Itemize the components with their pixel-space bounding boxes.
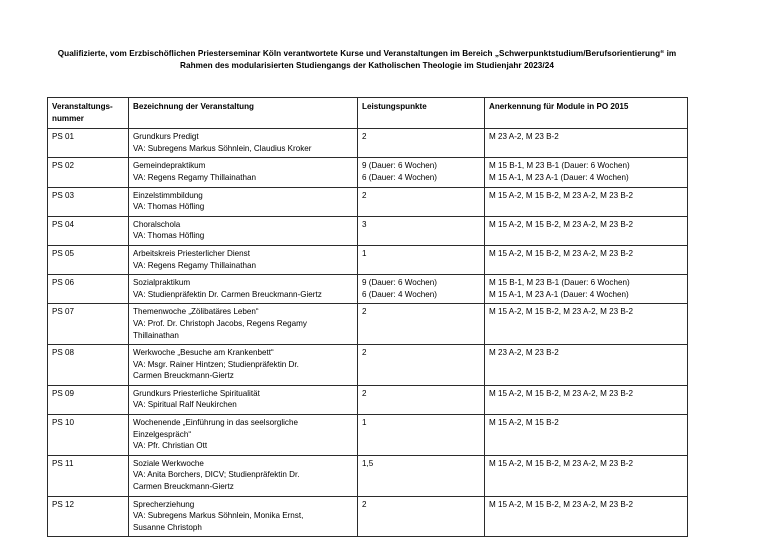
cell-anerkennung (485, 216, 688, 245)
veranstaltung-lecturer-line-2: Thillainathan (133, 330, 179, 340)
column-header-bezeichnung: Bezeichnung der Veranstaltung (129, 98, 358, 129)
table-header (48, 98, 688, 129)
column-header-veranstaltungsnummer-line-1: Veranstaltungs- (52, 102, 113, 111)
leistungspunkte-value-1: 3 (362, 219, 367, 229)
anerkennung-value-1: M 15 A-2, M 15 B-2 (489, 418, 559, 428)
veranstaltungsnummer-value: PS 11 (52, 458, 74, 468)
veranstaltung-lecturer-line-1: VA: Spiritual Ralf Neukirchen (133, 400, 237, 410)
cell-leistungspunkte (358, 187, 485, 216)
veranstaltung-lecturer-line-1: VA: Regens Regamy Thillainathan (133, 260, 256, 270)
document-title-line-1: Qualifizierte, vom Erzbischöflichen Priesterseminar Köln verantwortete Kurse und Veranstaltungen im Bereich „Schwerpunktstudium/Berufsorientierung“ im (57, 49, 677, 58)
cell-leistungspunkte (358, 496, 485, 537)
veranstaltung-title: Grundkurs Priesterliche Spiritualität (133, 388, 260, 398)
table-row (48, 415, 688, 456)
cell-bezeichnung (129, 455, 358, 496)
cell-bezeichnung (129, 129, 358, 158)
veranstaltungsnummer-value: PS 09 (52, 388, 75, 398)
cell-anerkennung (485, 385, 688, 414)
table-row (48, 455, 688, 496)
leistungspunkte-value-1: 2 (362, 190, 367, 200)
cell-bezeichnung (129, 345, 358, 386)
veranstaltung-title: Choralschola (133, 219, 181, 229)
veranstaltung-title: Arbeitskreis Priesterlicher Dienst (133, 248, 250, 258)
table-row (48, 496, 688, 537)
table-row (48, 129, 688, 158)
anerkennung-value-1: M 15 A-2, M 15 B-2, M 23 A-2, M 23 B-2 (489, 499, 633, 509)
veranstaltung-title: Soziale Werkwoche (133, 458, 204, 468)
cell-veranstaltungsnummer (48, 216, 129, 245)
cell-anerkennung (485, 245, 688, 274)
anerkennung-value-1: M 23 A-2, M 23 B-2 (489, 132, 559, 142)
anerkennung-value-1: M 15 A-2, M 15 B-2, M 23 A-2, M 23 B-2 (489, 248, 633, 258)
veranstaltung-lecturer-line-1: VA: Thomas Höfling (133, 231, 205, 241)
leistungspunkte-value-2: 6 (Dauer: 4 Wochen) (362, 289, 437, 299)
anerkennung-value-2: M 15 A-1, M 23 A-1 (Dauer: 4 Wochen) (489, 289, 629, 299)
cell-veranstaltungsnummer (48, 187, 129, 216)
anerkennung-value-1: M 15 A-2, M 15 B-2, M 23 A-2, M 23 B-2 (489, 219, 633, 229)
cell-bezeichnung (129, 496, 358, 537)
veranstaltungsnummer-value: PS 03 (52, 190, 75, 200)
cell-leistungspunkte (358, 158, 485, 187)
cell-veranstaltungsnummer (48, 496, 129, 537)
cell-leistungspunkte (358, 245, 485, 274)
veranstaltungsnummer-value: PS 01 (52, 132, 75, 142)
veranstaltung-lecturer-line-1: VA: Pfr. Christian Ott (133, 441, 208, 451)
cell-leistungspunkte (358, 129, 485, 158)
cell-anerkennung (485, 415, 688, 456)
cell-veranstaltungsnummer (48, 455, 129, 496)
veranstaltungsnummer-value: PS 10 (52, 418, 75, 428)
table-header-row (48, 98, 688, 129)
cell-veranstaltungsnummer (48, 275, 129, 304)
cell-leistungspunkte (358, 216, 485, 245)
table-body (48, 129, 688, 537)
veranstaltung-title: Grundkurs Predigt (133, 132, 199, 142)
cell-leistungspunkte (358, 455, 485, 496)
table-row (48, 158, 688, 187)
veranstaltung-lecturer-line-1: VA: Subregens Markus Söhnlein, Monika Ernst, (133, 511, 304, 521)
veranstaltungsnummer-value: PS 05 (52, 248, 75, 258)
veranstaltung-title: Wochenende „Einführung in das seelsorgliche (133, 418, 298, 428)
veranstaltungsnummer-value: PS 02 (52, 161, 75, 171)
leistungspunkte-value-1: 2 (362, 307, 367, 317)
cell-veranstaltungsnummer (48, 129, 129, 158)
anerkennung-value-1: M 23 A-2, M 23 B-2 (489, 348, 559, 358)
table-row (48, 216, 688, 245)
cell-leistungspunkte (358, 275, 485, 304)
cell-bezeichnung (129, 304, 358, 345)
veranstaltung-lecturer-line-1: VA: Prof. Dr. Christoph Jacobs, Regens Regamy (133, 318, 307, 328)
cell-anerkennung (485, 304, 688, 345)
cell-veranstaltungsnummer (48, 245, 129, 274)
document-title (47, 48, 687, 72)
cell-veranstaltungsnummer (48, 385, 129, 414)
veranstaltung-lecturer-line-1: VA: Msgr. Rainer Hintzen; Studienpräfektin Dr. (133, 359, 299, 369)
veranstaltung-lecturer-line-1: VA: Regens Regamy Thillainathan (133, 172, 256, 182)
table-row (48, 245, 688, 274)
veranstaltungsnummer-value: PS 07 (52, 307, 75, 317)
anerkennung-value-1: M 15 A-2, M 15 B-2, M 23 A-2, M 23 B-2 (489, 307, 633, 317)
leistungspunkte-value-1: 1 (362, 418, 367, 428)
veranstaltung-lecturer-line-2: Carmen Breuckmann-Giertz (133, 482, 234, 492)
veranstaltung-title: Sprecherziehung (133, 499, 195, 509)
veranstaltung-title: Gemeindepraktikum (133, 161, 206, 171)
veranstaltung-lecturer-line-1: VA: Studienpräfektin Dr. Carmen Breuckmann-Giertz (133, 289, 322, 299)
cell-anerkennung (485, 455, 688, 496)
cell-bezeichnung (129, 158, 358, 187)
leistungspunkte-value-1: 1,5 (362, 458, 374, 468)
schedule-table-container (47, 97, 687, 537)
cell-anerkennung (485, 187, 688, 216)
document-title-line-2: Rahmen des modularisierten Studiengangs der Katholischen Theologie im Studienjahr 2023/24 (180, 61, 554, 71)
cell-veranstaltungsnummer (48, 158, 129, 187)
veranstaltung-lecturer-line-2: Carmen Breuckmann-Giertz (133, 371, 234, 381)
cell-bezeichnung (129, 245, 358, 274)
cell-bezeichnung (129, 415, 358, 456)
anerkennung-value-1: M 15 A-2, M 15 B-2, M 23 A-2, M 23 B-2 (489, 388, 633, 398)
veranstaltungsnummer-value: PS 12 (52, 499, 75, 509)
schedule-table (47, 97, 688, 537)
veranstaltung-title: Einzelstimmbildung (133, 190, 203, 200)
column-header-veranstaltungsnummer-line-2: nummer (52, 113, 84, 123)
cell-leistungspunkte (358, 385, 485, 414)
anerkennung-value-1: M 15 A-2, M 15 B-2, M 23 A-2, M 23 B-2 (489, 458, 633, 468)
table-row (48, 385, 688, 414)
cell-anerkennung (485, 496, 688, 537)
cell-veranstaltungsnummer (48, 345, 129, 386)
leistungspunkte-value-2: 6 (Dauer: 4 Wochen) (362, 172, 437, 182)
veranstaltung-title: Werkwoche „Besuche am Krankenbett“ (133, 348, 274, 358)
leistungspunkte-value-1: 9 (Dauer: 6 Wochen) (362, 278, 437, 288)
anerkennung-value-1: M 15 B-1, M 23 B-1 (Dauer: 6 Wochen) (489, 278, 630, 288)
cell-bezeichnung (129, 187, 358, 216)
column-header-leistungspunkte: Leistungspunkte (358, 98, 485, 129)
table-row (48, 345, 688, 386)
veranstaltungsnummer-value: PS 06 (52, 278, 75, 288)
leistungspunkte-value-1: 2 (362, 348, 367, 358)
leistungspunkte-value-1: 1 (362, 248, 367, 258)
veranstaltung-title: Sozialpraktikum (133, 278, 191, 288)
veranstaltung-lecturer-line-1: VA: Thomas Höfling (133, 202, 205, 212)
cell-anerkennung (485, 345, 688, 386)
veranstaltung-title: Themenwoche „Zölibatäres Leben“ (133, 307, 259, 317)
column-header-veranstaltungsnummer (48, 98, 129, 129)
leistungspunkte-value-1: 2 (362, 132, 367, 142)
cell-anerkennung (485, 129, 688, 158)
veranstaltung-title-continued: Einzelgespräch“ (133, 429, 192, 439)
cell-leistungspunkte (358, 345, 485, 386)
cell-anerkennung (485, 158, 688, 187)
veranstaltung-lecturer-line-2: Susanne Christoph (133, 522, 202, 532)
table-row (48, 304, 688, 345)
leistungspunkte-value-1: 2 (362, 499, 367, 509)
veranstaltungsnummer-value: PS 04 (52, 219, 75, 229)
leistungspunkte-value-1: 9 (Dauer: 6 Wochen) (362, 161, 437, 171)
anerkennung-value-1: M 15 B-1, M 23 B-1 (Dauer: 6 Wochen) (489, 161, 630, 171)
table-row (48, 275, 688, 304)
veranstaltungsnummer-value: PS 08 (52, 348, 75, 358)
veranstaltung-lecturer-line-1: VA: Subregens Markus Söhnlein, Claudius Kroker (133, 143, 312, 153)
veranstaltung-lecturer-line-1: VA: Anita Borchers, DICV; Studienpräfektin Dr. (133, 470, 300, 480)
cell-bezeichnung (129, 216, 358, 245)
cell-bezeichnung (129, 275, 358, 304)
table-row (48, 187, 688, 216)
cell-bezeichnung (129, 385, 358, 414)
cell-anerkennung (485, 275, 688, 304)
anerkennung-value-2: M 15 A-1, M 23 A-1 (Dauer: 4 Wochen) (489, 172, 629, 182)
cell-veranstaltungsnummer (48, 304, 129, 345)
anerkennung-value-1: M 15 A-2, M 15 B-2, M 23 A-2, M 23 B-2 (489, 190, 633, 200)
leistungspunkte-value-1: 2 (362, 388, 367, 398)
cell-leistungspunkte (358, 304, 485, 345)
cell-leistungspunkte (358, 415, 485, 456)
cell-veranstaltungsnummer (48, 415, 129, 456)
column-header-anerkennung: Anerkennung für Module in PO 2015 (485, 98, 688, 129)
